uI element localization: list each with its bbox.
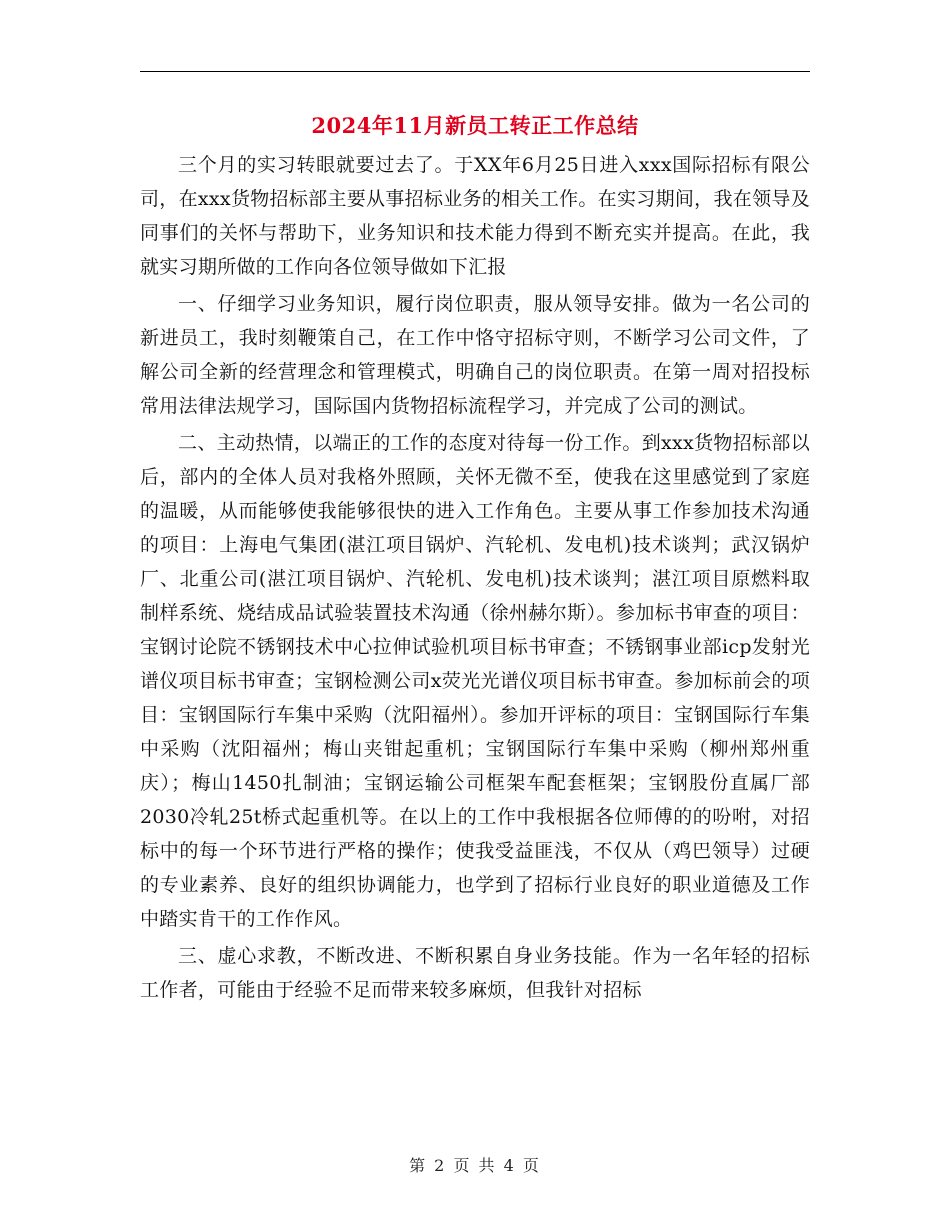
page-footer: 第 2 页 共 4 页 [409,1156,541,1175]
paragraph-intro: 三个月的实习转眼就要过去了。于XX年6月25日进入xxx国际招标有限公司，在xxx货物招标部主要从事招标业务的相关工作。在实习期间，我在领导及同事们的关怀与帮助下，业务知识和技术能力得到不断充实并提高。在此，我就实习期所做的工作向各位领导做如下汇报 [140,154,810,278]
paragraph-section-1: 一、仔细学习业务知识，履行岗位职责，服从领导安排。做为一名公司的新进员工，我时刻鞭策自己，在工作中恪守招标守则，不断学习公司文件，了解公司全新的经营理念和管理模式，明确自己的岗位职责。在第一周对招投标常用法律法规学习，国际国内货物招标流程学习，并完成了公司的测试。 [140,293,810,417]
header-rule [140,71,810,72]
document-body [140,148,810,1010]
paragraph-section-2: 二、主动热情，以端正的工作的态度对待每一份工作。到xxx货物招标部以后，部内的全体人员对我格外照顾，关怀无微不至，使我在这里感觉到了家庭的温暖，从而能够使我能够很快的进入工作角色。主要从事工作参加技术沟通的项目：上海电气集团(湛江项目锅炉、汽轮机、发电机)技术谈判；武汉锅炉厂、北重公司(湛江项目锅炉、汽轮机、发电机)技术谈判；湛江项目原燃料取制样系统、烧结成品试验装置技术沟通（徐州赫尔斯）。参加标书审查的项目：宝钢讨论院不锈钢技术中心拉伸试验机项目标书审查；不锈钢事业部icp发射光谱仪项目标书审查；宝钢检测公司x荧光光谱仪项目标书审查。参加标前会的项目：宝钢国际行车集中采购（沈阳福州）。参加开评标的项目：宝钢国际行车集中采购（沈阳福州；梅山夹钳起重机；宝钢国际行车集中采购（柳州郑州重庆）；梅山1450扎制油；宝钢运输公司框架车配套框架；宝钢股份直属厂部2030冷轧25t桥式起重机等。在以上的工作中我根据各位师傅的的吩咐，对招标中的每一个环节进行严格的操作；使我受益匪浅，不仅从（鸡巴领导）过硬的专业素养、良好的组织协调能力，也学到了招标行业良好的职业道德及工作中踏实肯干的工作作风。 [140,432,810,930]
paragraph-section-3: 三、虚心求教，不断改进、不断积累自身业务技能。作为一名年轻的招标工作者，可能由于经验不足而带来较多麻烦，但我针对招标 [140,945,810,1001]
document-title: 2024年11月新员工转正工作总结 [311,113,639,138]
